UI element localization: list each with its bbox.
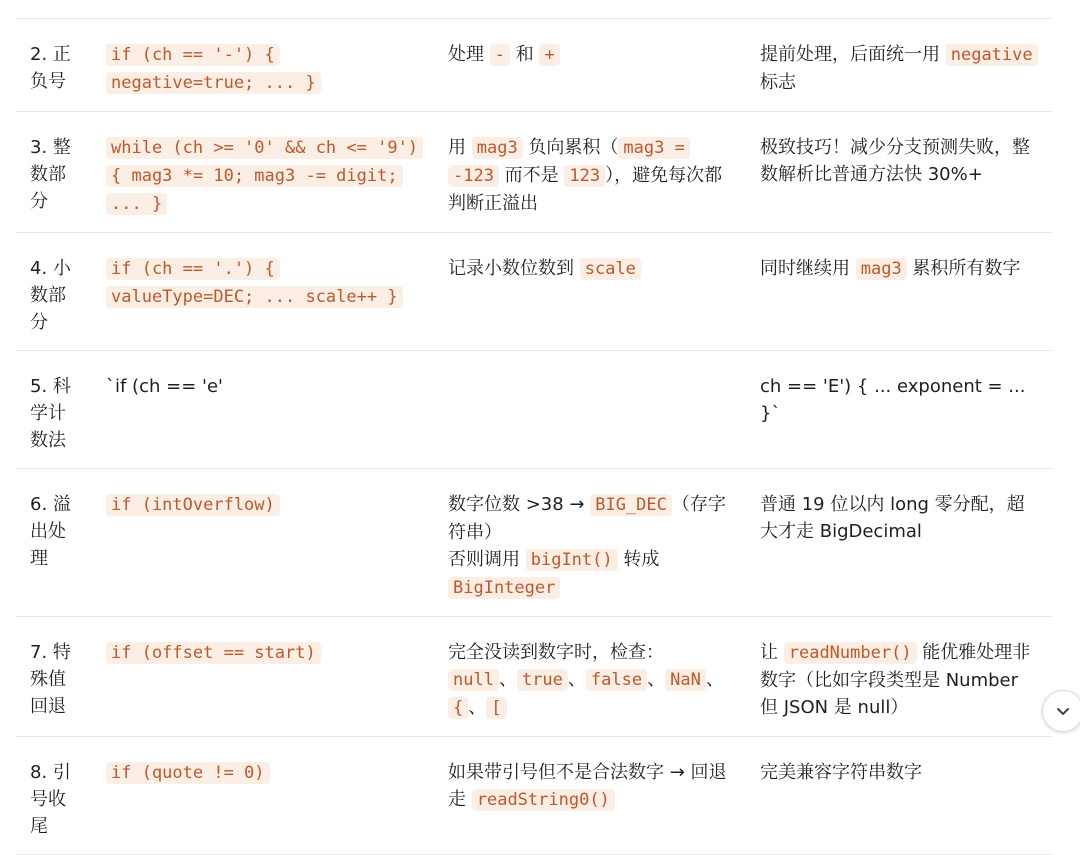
step-label: 3. 整数部分 [30, 136, 71, 212]
description-cell [434, 736, 746, 854]
note-cell [746, 350, 1052, 468]
inline-code: readNumber() [784, 642, 917, 664]
inline-code: BigInteger [448, 577, 560, 599]
table-row [16, 0, 1052, 18]
step-cell [16, 468, 92, 616]
step-cell [16, 232, 92, 350]
step-cell [16, 18, 92, 111]
step-label: 6. 溢出处理 [30, 493, 71, 569]
text-segment: 用 [448, 136, 472, 158]
code-cell [92, 111, 434, 232]
inline-code: scale [580, 258, 641, 280]
inline-code: if (ch == '-') { negative=true; ... } [106, 44, 321, 94]
text-segment: 和 [509, 43, 540, 65]
inline-code: true [517, 669, 568, 691]
text-segment: 而不是 [498, 164, 565, 186]
step-label: 8. 引号收尾 [30, 761, 71, 837]
text-segment: 提前处理，后面统一用 [760, 43, 946, 65]
text-segment: 记录小数位数到 [448, 257, 580, 279]
inline-code: if (offset == start) [106, 642, 321, 664]
code-cell [92, 232, 434, 350]
text-segment: 、 [498, 668, 517, 690]
inline-code: bigInt() [526, 549, 618, 571]
text-segment: 能优雅处理非数字（比如字段类型是 Number 但 JSON 是 null） [760, 641, 1031, 718]
table-row [16, 18, 1052, 111]
note-cell [746, 111, 1052, 232]
code-cell [92, 350, 434, 468]
inline-code: mag3 [856, 258, 907, 280]
step-cell [16, 616, 92, 736]
inline-code: null [448, 669, 499, 691]
text-segment: 、 [468, 696, 487, 718]
inline-code: readString0() [472, 789, 615, 811]
chevron-down-icon [1055, 703, 1071, 719]
step-label: 2. 正负号 [30, 43, 71, 92]
table-row [16, 232, 1052, 350]
table-row [16, 616, 1052, 736]
text-segment: 普通 19 位以内 long 零分配，超大才走 BigDecimal [760, 493, 1025, 542]
inline-code: if (intOverflow) [106, 494, 280, 516]
scroll-down-button[interactable] [1042, 690, 1080, 732]
inline-code: negative [946, 44, 1038, 66]
inline-code: BIG_DEC [590, 494, 672, 516]
table-body [16, 0, 1052, 854]
step-cell [16, 736, 92, 854]
note-cell [746, 736, 1052, 854]
text-segment: 否则调用 [448, 548, 526, 570]
inline-code: mag3 = -123 [448, 137, 690, 187]
text-segment: 完美兼容字符串数字 [760, 761, 922, 783]
text-segment: 标志 [760, 71, 796, 93]
text-segment: 极致技巧！减少分支预测失败，整数解析比普通方法快 30%+ [760, 136, 1030, 185]
note-cell [746, 468, 1052, 616]
description-cell [434, 616, 746, 736]
inline-code: [ [486, 697, 506, 719]
inline-code: 123 [564, 165, 605, 187]
inline-code: while (ch >= '0' && ch <= '9') { mag3 *= 10; mag3 -= digit; ... } [106, 137, 423, 215]
description-cell [434, 111, 746, 232]
step-label: 5. 科学计数法 [30, 375, 71, 451]
text-segment: 处理 [448, 43, 490, 65]
step-cell [16, 350, 92, 468]
description-cell [434, 350, 746, 468]
inline-code: - [490, 44, 510, 66]
code-cell [92, 736, 434, 854]
text-segment: （存字符串） [448, 493, 726, 543]
code-cell [92, 0, 434, 18]
table-row [16, 736, 1052, 854]
inline-code: NaN [665, 669, 706, 691]
text-segment: 累积所有数字 [906, 257, 1021, 279]
note-cell [746, 18, 1052, 111]
step-label: 4. 小数部分 [30, 257, 71, 333]
text-segment: 转成 [617, 548, 660, 570]
step-cell [16, 0, 92, 18]
text-segment: 负向累积（ [522, 136, 619, 158]
table-row [16, 350, 1052, 468]
inline-code: if (quote != 0) [106, 762, 270, 784]
inline-code: false [586, 669, 647, 691]
inline-code: + [539, 44, 559, 66]
text-segment: 、 [705, 668, 724, 690]
table-row [16, 468, 1052, 616]
note-cell [746, 232, 1052, 350]
table-container [16, 0, 1052, 855]
text-segment: 、 [647, 668, 666, 690]
text-segment: ），避免每次都判断正溢出 [448, 164, 723, 214]
text-segment: 同时继续用 [760, 257, 856, 279]
code-cell [92, 468, 434, 616]
note-cell [746, 616, 1052, 736]
description-cell [434, 18, 746, 111]
code-cell [92, 18, 434, 111]
text-segment: `if (ch == 'e' [106, 375, 223, 397]
text-segment: 让 [760, 641, 784, 663]
inline-code: mag3 [472, 137, 523, 159]
description-cell [434, 232, 746, 350]
step-label: 7. 特殊值回退 [30, 641, 71, 717]
step-cell [16, 111, 92, 232]
description-cell [434, 468, 746, 616]
code-cell [92, 616, 434, 736]
text-segment: 数字位数 >38 → [448, 493, 591, 515]
text-segment: 、 [567, 668, 586, 690]
inline-code: { [448, 697, 468, 719]
note-cell [746, 0, 1052, 18]
inline-code: if (ch == '.') { valueType=DEC; ... scale++ } [106, 258, 403, 308]
table-row [16, 111, 1052, 232]
number-parsing-table [16, 0, 1052, 855]
text-segment: 完全没读到数字时，检查： [448, 641, 664, 663]
text-segment: 如果带引号但不是合法数字 → 回退走 [448, 761, 727, 810]
description-cell [434, 0, 746, 18]
text-segment: ch == 'E') { ... exponent = ... }` [760, 375, 1026, 424]
